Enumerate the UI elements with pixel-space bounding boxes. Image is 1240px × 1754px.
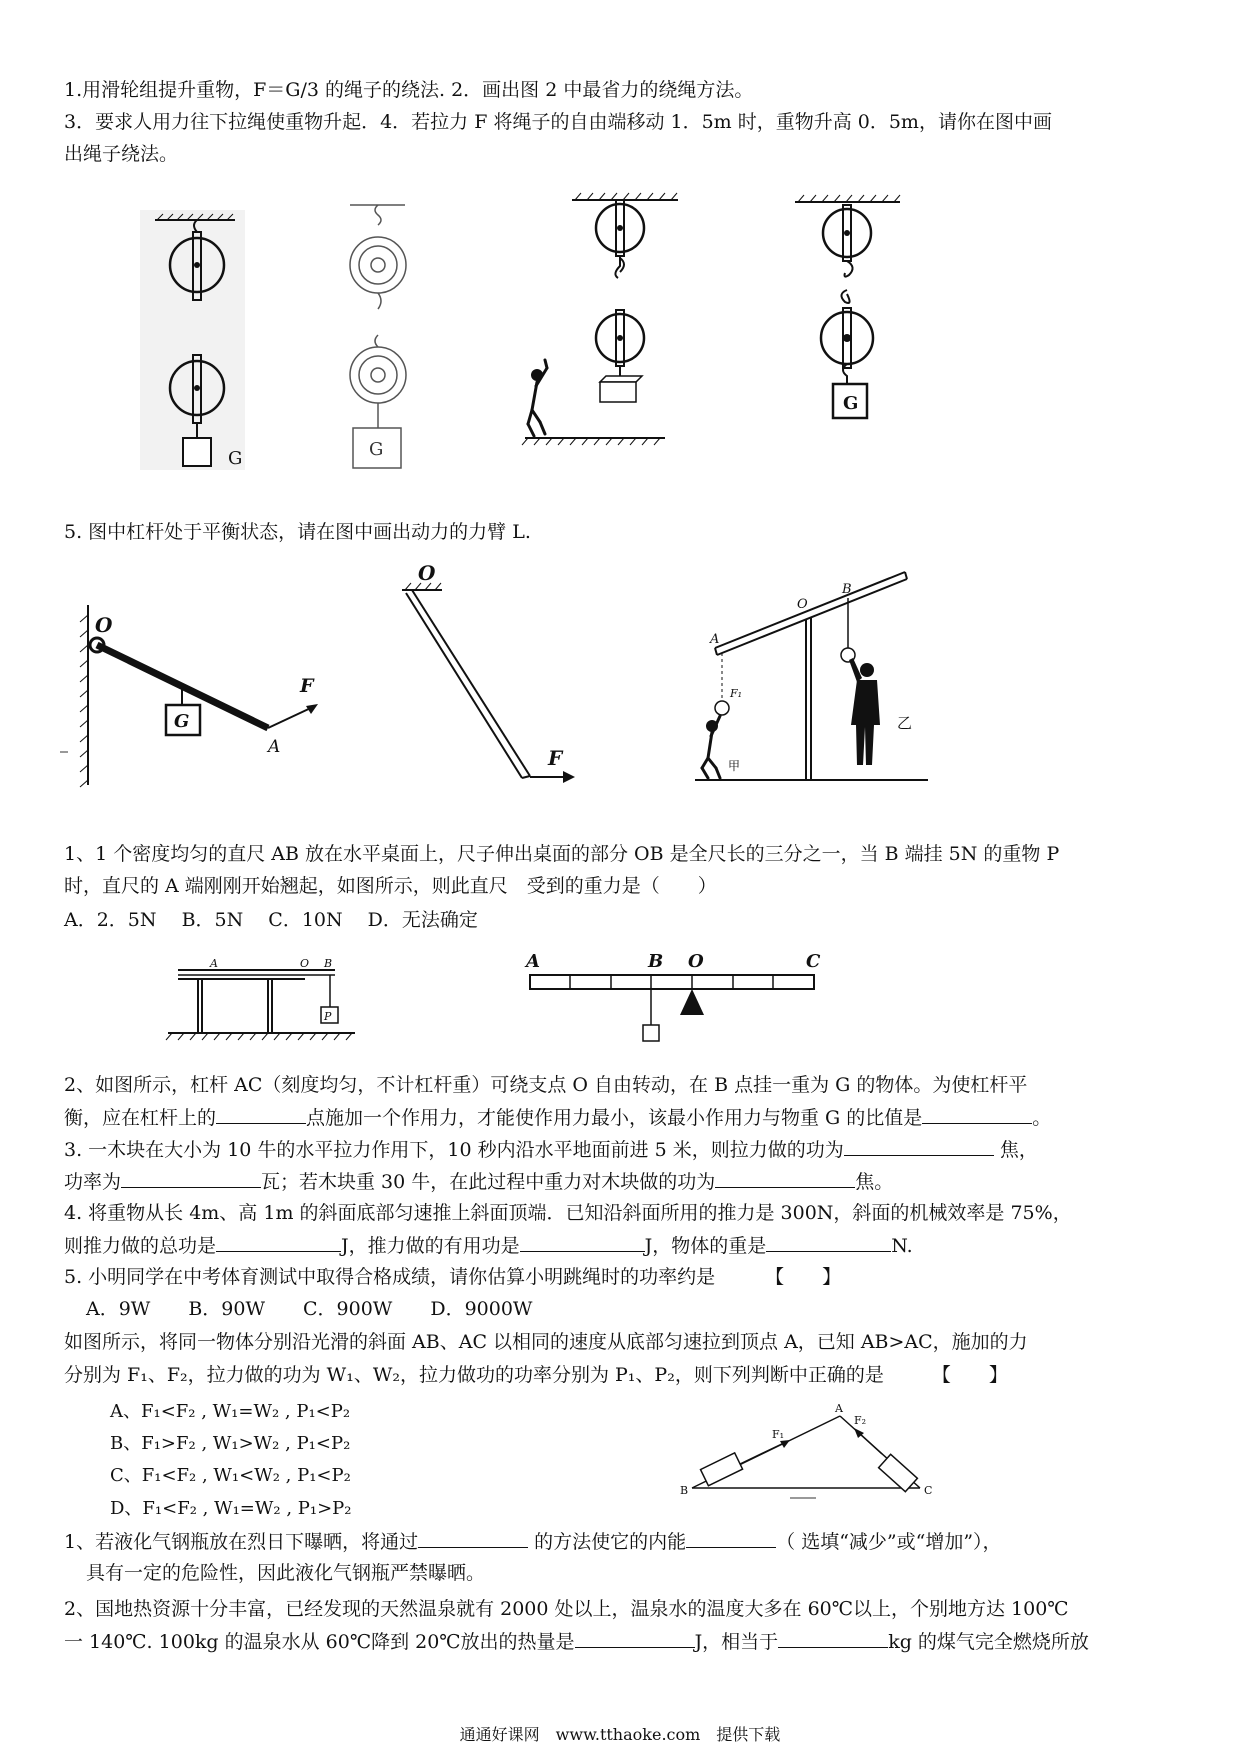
- q4-line1: 4. 将重物从长 4m、高 1m 的斜面底部匀速推上斜面顶端．已知沿斜面所用的推力是 300N，斜面的机械效率是 75%，: [64, 1202, 1072, 1224]
- q2-line1: 2、如图所示，杠杆 AC（刻度均匀，不计杠杆重）可绕支点 O 自由转动，在 B 点挂一重为 G 的物体。为使杠杆平: [64, 1074, 1028, 1096]
- fulcrum: [680, 989, 704, 1015]
- incline-figure: [678, 1398, 978, 1508]
- q5-options: A．9W B．90W C．900W D．9000W: [86, 1298, 533, 1320]
- q4-line2: 则推力做的总功是 J，推力做的有用功是 J，物体的重是 N.: [64, 1235, 913, 1257]
- force-arrow-a: [268, 706, 315, 728]
- label-A-c: A: [710, 632, 720, 647]
- label-C-lever: C: [806, 951, 821, 972]
- weight-G-lever: [643, 1025, 659, 1041]
- page-footer: 通通好课网 www.tthaoke.com 提供下载: [459, 1725, 781, 1744]
- heat-q1-blank-energy[interactable]: [686, 1529, 776, 1548]
- pulley-question-1: 1.用滑轮组提升重物，F＝G/3 的绳子的绕法. 2．画出图 2 中最省力的绕绳方法。: [64, 79, 754, 101]
- incline-option-d[interactable]: D、F₁<F₂ , W₁=W₂ , P₁>P₂: [110, 1498, 352, 1519]
- q3-blank-power[interactable]: [121, 1169, 261, 1188]
- incline-option-a[interactable]: A、F₁<F₂ , W₁=W₂ , P₁<P₂: [110, 1401, 351, 1422]
- q4-blank-weight[interactable]: [766, 1233, 891, 1252]
- heat-q1-line1: 1、若液化气钢瓶放在烈日下曝晒，将通过 的方法使它的内能 （ 选填“减少”或“增加”），: [64, 1531, 1002, 1553]
- heat-q2-blank-heat[interactable]: [575, 1629, 695, 1648]
- ruler-figures: [0, 945, 1240, 1045]
- pulley-figures: [0, 160, 1240, 480]
- pulley-question-3-line1: 3．要求人用力往下拉绳使重物升起．4．若拉力 F 将绳子的自由端移动 1．5m 时，重物升高 0．5m，请你在图中画: [64, 111, 1052, 133]
- label-O-ruler: O: [300, 957, 310, 970]
- label-B-c: B: [842, 582, 852, 597]
- heat-q2-line2: 一 140℃. 100kg 的温泉水从 60℃降到 20℃放出的热量是 J，相当于 kg 的煤气完全燃烧所放: [64, 1631, 1089, 1653]
- heat-q1-blank-method[interactable]: [418, 1529, 528, 1548]
- incline-label-A: A: [835, 1402, 843, 1415]
- heat-q2-blank-mass[interactable]: [778, 1629, 888, 1648]
- weight-label-2: G: [369, 439, 384, 460]
- heat-q1-line2: 具有一定的危险性，因此液化气钢瓶严禁曝晒。: [86, 1562, 486, 1584]
- label-A-ruler: A: [210, 957, 218, 970]
- label-O-a: O: [95, 613, 113, 637]
- lever-figures: [0, 560, 1240, 800]
- q2-blank-point[interactable]: [216, 1105, 306, 1124]
- incline-label-F1: F₁: [772, 1428, 785, 1441]
- label-F-a: F: [300, 675, 314, 697]
- label-B-ruler: B: [324, 957, 333, 970]
- label-O-b: O: [418, 561, 436, 585]
- block-left: [701, 1453, 743, 1486]
- mc1-line1: 1、1 个密度均匀的直尺 AB 放在水平桌面上，尺子伸出桌面的部分 OB 是全尺长的三分之一，当 B 端挂 5N 的重物 P: [64, 843, 1060, 865]
- label-jia: 甲: [728, 759, 741, 773]
- block-right: [879, 1454, 918, 1491]
- label-G-a: G: [174, 711, 190, 732]
- q3-line2: 功率为 瓦；若木块重 30 牛，在此过程中重力对木块做的功为 焦。: [64, 1171, 894, 1193]
- weight-box-1: [183, 438, 211, 466]
- label-O-c: O: [797, 597, 808, 612]
- incline-line1: 如图所示，将同一物体分别沿光滑的斜面 AB、AC 以相同的速度从底部匀速拉到顶点 A，已知 AB>AC，施加的力: [64, 1331, 1028, 1353]
- label-B-lever: B: [648, 951, 664, 972]
- lever-question: 5. 图中杠杆处于平衡状态，请在图中画出动力的力臂 L.: [64, 521, 531, 543]
- q4-blank-useful-work[interactable]: [520, 1233, 645, 1252]
- incline-label-F2: F₂: [854, 1414, 867, 1427]
- heat-q2-line1: 2、国地热资源十分丰富，已经发现的天然温泉就有 2000 处以上，温泉水的温度大多在 60℃以上，个别地方达 100℃: [64, 1598, 1069, 1620]
- label-O-lever: O: [688, 951, 704, 972]
- q3-line1: 3. 一木块在大小为 10 牛的水平拉力作用下，10 秒内沿水平地面前进 5 米，则拉力做的功为 焦，: [64, 1139, 1038, 1161]
- incline-line2: 分别为 F₁、F₂，拉力做的功为 W₁、W₂，拉力做功的功率分别为 P₁、P₂，则下列判断中正确的是 【 】: [64, 1364, 1008, 1386]
- mc1-options: A．2．5N B．5N C．10N D．无法确定: [64, 909, 478, 931]
- incline-label-C: C: [924, 1484, 933, 1497]
- incline-option-b[interactable]: B、F₁>F₂ , W₁>W₂ , P₁<P₂: [110, 1433, 351, 1454]
- label-P: P: [324, 1010, 332, 1023]
- label-F1-c: F₁: [730, 687, 743, 700]
- q2-line2: 衡，应在杠杆上的 点施加一个作用力，才能使作用力最小，该最小作用力与物重 G 的比值是 。: [64, 1107, 1052, 1129]
- q4-blank-total-work[interactable]: [216, 1233, 341, 1252]
- q2-blank-ratio[interactable]: [922, 1105, 1032, 1124]
- incline-label-B: B: [680, 1484, 689, 1497]
- incline-option-c[interactable]: C、F₁<F₂ , W₁<W₂ , P₁<P₂: [110, 1465, 351, 1486]
- label-yi: 乙: [897, 714, 913, 732]
- label-A-lever: A: [526, 951, 540, 972]
- lever-AC: [530, 975, 814, 989]
- mc1-line2: 时，直尺的 A 端刚刚开始翘起，如图所示，则此直尺 受到的重力是（ ）: [64, 875, 717, 897]
- q3-blank-work[interactable]: [844, 1137, 994, 1156]
- weight-label-4: G: [843, 393, 859, 414]
- pulley-question-3-line2: 出绳子绕法。: [64, 143, 179, 165]
- label-F-b: F: [548, 746, 563, 770]
- q5-line: 5. 小明同学在中考体育测试中取得合格成绩，请你估算小明跳绳时的功率约是 【 】: [64, 1266, 842, 1288]
- person-yi: [849, 658, 880, 765]
- person-jia: [702, 716, 720, 778]
- weight-box-3: [600, 382, 636, 402]
- weight-label-1: G: [228, 448, 243, 469]
- person-figure: [528, 360, 547, 436]
- label-A-a: A: [268, 737, 281, 757]
- q3-blank-gravity-work[interactable]: [715, 1169, 855, 1188]
